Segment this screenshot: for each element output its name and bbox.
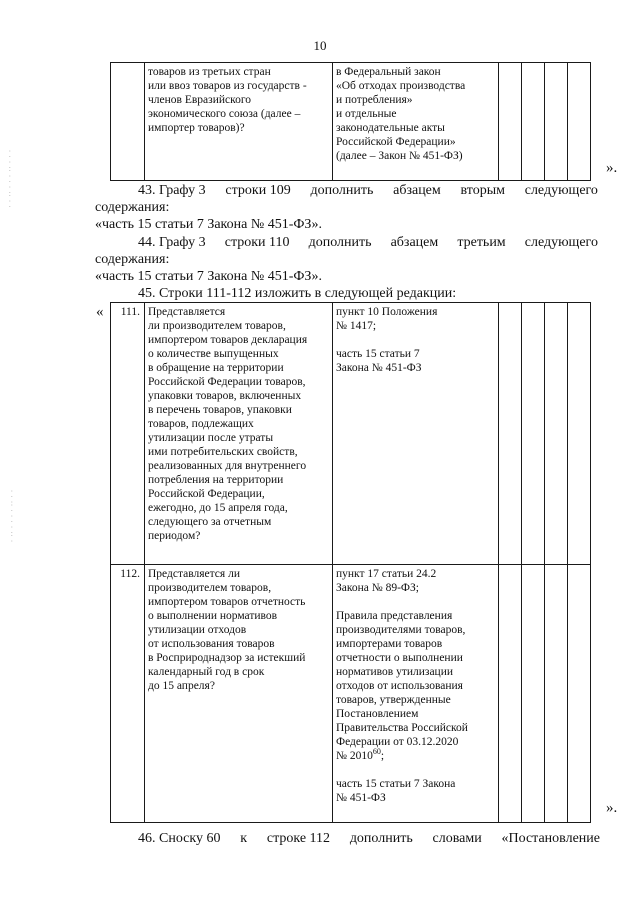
number-cell bbox=[111, 63, 145, 181]
paragraph-46-line-1: 46. Сноску 60 к строке 112 дополнить словами «Постановление bbox=[138, 831, 600, 846]
answer-cell bbox=[545, 565, 568, 823]
margin-scan-marks: · · ·· · · · · ·· · bbox=[8, 490, 14, 543]
continuation-table bbox=[110, 62, 591, 181]
paragraph-44-line-2: содержания: bbox=[95, 252, 170, 267]
inspection-table bbox=[110, 302, 591, 823]
page-number: 10 bbox=[313, 38, 327, 53]
answer-cell bbox=[568, 565, 591, 823]
answer-cell bbox=[568, 303, 591, 565]
question-cell: Представляется ли производителем товаров, импортером товаров отчетность о выполнении нормативов утилизации отходов от использования товаров в Росприроднадзор за истекший календарный год в срок до 15 апреля? bbox=[145, 565, 333, 823]
paragraph-43-line-2: содержания: bbox=[95, 200, 170, 215]
basis-cell: пункт 10 Положения № 1417; часть 15 статьи 7 Закона № 451-ФЗ bbox=[333, 303, 499, 565]
paragraph-44-line-1: 44. Графу 3 строки 110 дополнить абзацем третьим следующего bbox=[138, 235, 598, 250]
answer-cell bbox=[522, 565, 545, 823]
answer-cell bbox=[545, 63, 568, 181]
table-row bbox=[111, 63, 591, 181]
answer-cell bbox=[522, 63, 545, 181]
answer-cell bbox=[499, 303, 522, 565]
closing-quote: ». bbox=[606, 160, 618, 176]
closing-quote: ». bbox=[606, 800, 618, 816]
row-number: 112. bbox=[111, 565, 145, 823]
basis-cell: в Федеральный закон «Об отходах производства и потребления» и отдельные законодательные акты Российской Федерации» (далее – Закон № 451-ФЗ) bbox=[333, 63, 499, 181]
table-row bbox=[111, 565, 591, 823]
footnote-ref: 60 bbox=[372, 747, 381, 757]
answer-cell bbox=[499, 565, 522, 823]
basis-text: пункт 17 статьи 24.2 Закона № 89-ФЗ; Правила представления производителями товаров, импортерами товаров отчетности о выполнении нормативов утилизации отходов от использования товаров, утвержденные Постановлением Правительства Российской Федерации от 03.12.2020 № 2010 bbox=[336, 568, 468, 762]
paragraph-44-line-3: «часть 15 статьи 7 Закона № 451-ФЗ». bbox=[95, 269, 322, 284]
basis-text: ; часть 15 статьи 7 Закона № 451-ФЗ bbox=[336, 750, 456, 804]
question-cell: Представляется ли производителем товаров, импортером товаров декларация о количестве выпущенных в обращение на территории Российской Федерации товаров, упаковки товаров, включенных в перечень товаров, упаковки товаров, подлежащих утилизации после утраты ими потребительских свойств, реализованных для внутреннего потребления на территории Российской Федерации, ежегодно, до 15 апреля года, следующего за отчетным периодом? bbox=[145, 303, 333, 565]
answer-cell bbox=[545, 303, 568, 565]
table-row bbox=[111, 303, 591, 565]
basis-cell bbox=[333, 565, 499, 823]
answer-cell bbox=[568, 63, 591, 181]
answer-cell bbox=[499, 63, 522, 181]
paragraph-45: 45. Строки 111-112 изложить в следующей редакции: bbox=[138, 286, 457, 301]
row-number: 111. bbox=[111, 303, 145, 565]
margin-scan-marks: · · · ·· · · · ·· · · bbox=[6, 150, 12, 209]
answer-cell bbox=[522, 303, 545, 565]
paragraph-43-line-1: 43. Графу 3 строки 109 дополнить абзацем вторым следующего bbox=[138, 183, 598, 198]
paragraph-43-line-3: «часть 15 статьи 7 Закона № 451-ФЗ». bbox=[95, 217, 322, 232]
question-cell: товаров из третьих стран или ввоз товаров из государств - членов Евразийского экономического союза (далее – импортер товаров)? bbox=[145, 63, 333, 181]
opening-quote: « bbox=[96, 304, 104, 320]
